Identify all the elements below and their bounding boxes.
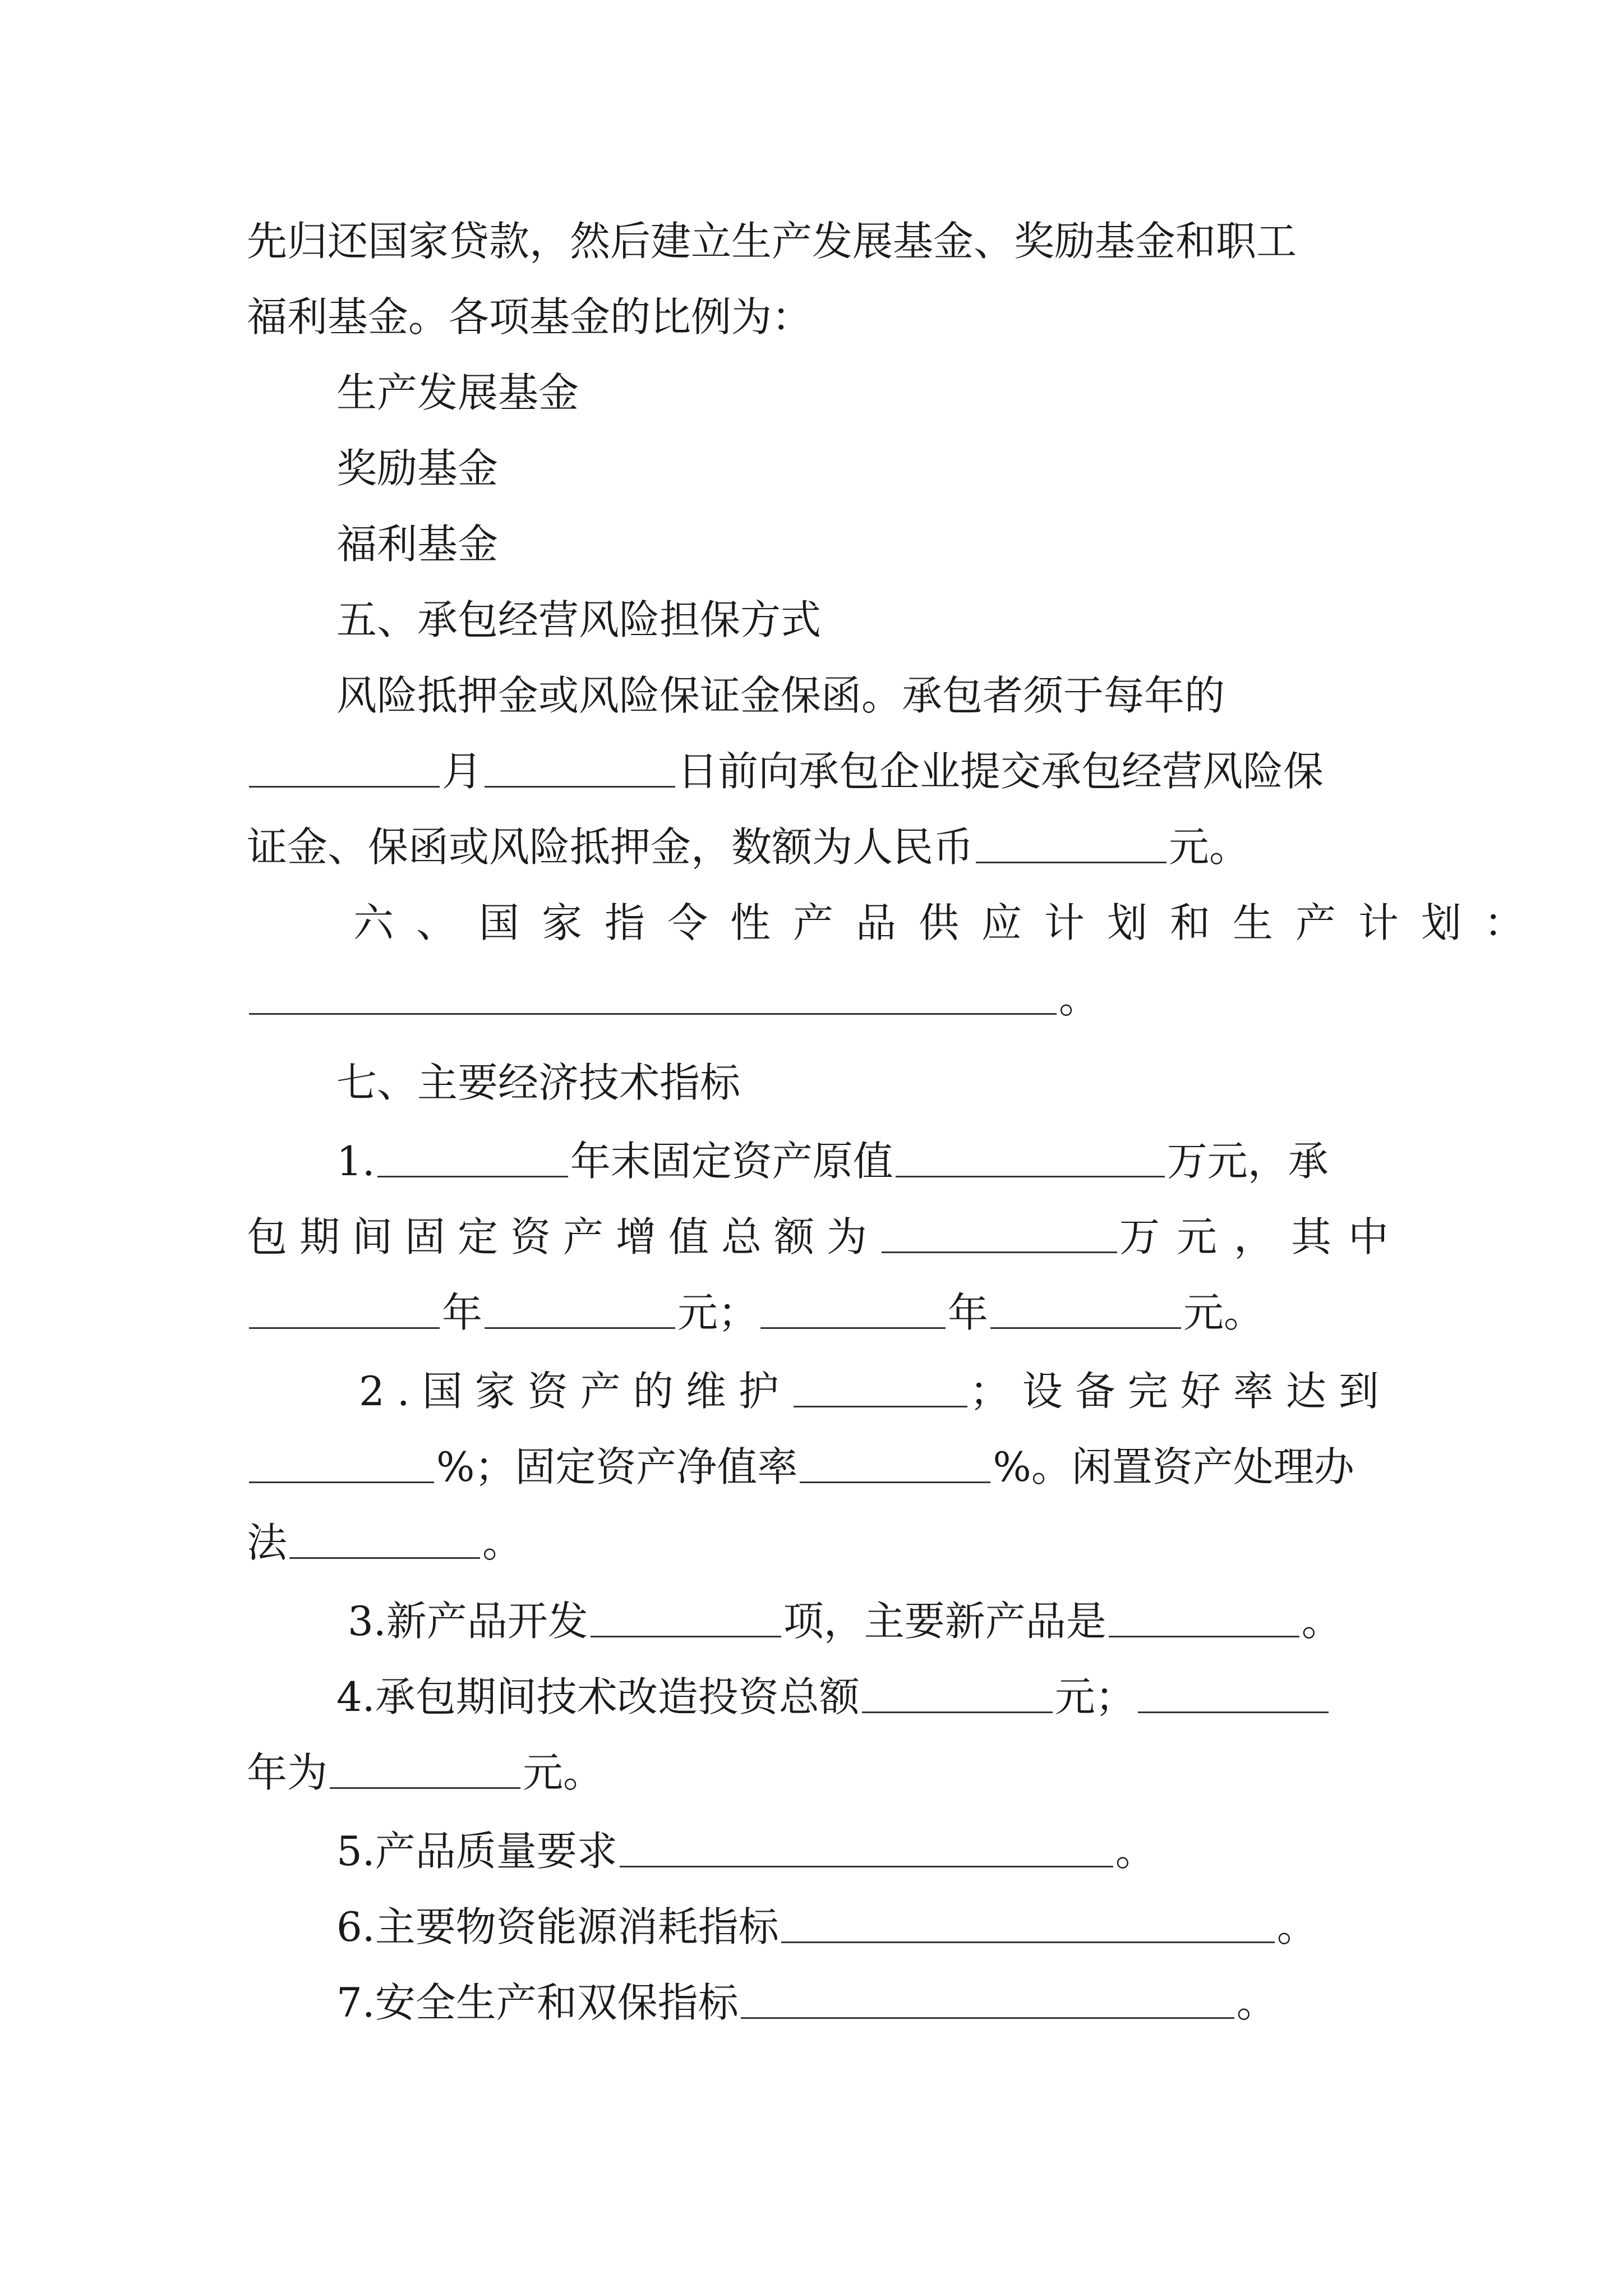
blank-field-new-product[interactable]: [1109, 1588, 1299, 1637]
text: 万元，其中: [1119, 1213, 1406, 1260]
text: 日前向承包企业提交承包经营风险保: [677, 748, 1324, 795]
blank-field-year-c[interactable]: [1138, 1663, 1329, 1713]
text: 2.国家资产的维护: [359, 1368, 791, 1415]
item-2-line-2: [247, 1433, 1354, 1501]
blank-field-amount-b[interactable]: [990, 1279, 1181, 1329]
text: 六、国家指令性产品供应计划和生产计划：: [353, 899, 1547, 946]
blank-field-investment[interactable]: [862, 1663, 1053, 1713]
blank-field-method[interactable]: [289, 1509, 480, 1559]
text: 6.主要物资能源消耗指标: [336, 1903, 779, 1950]
text: ；设备完好率达到: [969, 1368, 1391, 1415]
text: %。闲置资产处理办: [993, 1443, 1354, 1490]
text: 年: [442, 1289, 483, 1336]
text: 证金、保函或风险抵押金，数额为人民币: [247, 823, 974, 871]
blank-field-amount-c[interactable]: [330, 1739, 520, 1789]
text: 万元，承: [1166, 1138, 1329, 1185]
para-line-11: [247, 965, 1099, 1032]
text: 3.新产品开发: [348, 1598, 588, 1645]
blank-field-day[interactable]: [485, 738, 675, 788]
text: 月: [442, 748, 483, 795]
text: 。: [1115, 1828, 1156, 1875]
text: 。: [1059, 975, 1100, 1022]
blank-field-month[interactable]: [249, 738, 440, 788]
blank-field-original-value[interactable]: [896, 1128, 1165, 1177]
para-line-8: [247, 738, 1324, 805]
text: 五、承包经营风险担保方式: [336, 596, 822, 643]
fund-item-reward: [336, 435, 498, 502]
item-2-line-3: [247, 1509, 523, 1576]
blank-field-amount[interactable]: [976, 813, 1166, 863]
item-7: [336, 1969, 1277, 2036]
blank-field-safety[interactable]: [741, 1969, 1234, 2019]
item-4-line-1: [336, 1663, 1331, 1731]
item-3: [348, 1588, 1342, 1655]
blank-field-year[interactable]: [377, 1128, 568, 1177]
text: 元；: [1054, 1673, 1136, 1720]
text: 七、主要经济技术指标: [336, 1059, 741, 1106]
text: 年: [948, 1289, 989, 1336]
text: 7.安全生产和双保指标: [336, 1979, 739, 2026]
item-1-line-2: [247, 1203, 1405, 1271]
text: 元。: [1169, 823, 1250, 871]
text: 。: [1236, 1979, 1277, 2026]
text: 年末固定资产原值: [570, 1138, 893, 1185]
blank-field-increment[interactable]: [882, 1203, 1117, 1253]
blank-field-plan[interactable]: [249, 965, 1057, 1015]
item-2-line-1: [359, 1358, 1391, 1425]
text: 4.承包期间技术改造投资总额: [336, 1673, 860, 1720]
blank-field-count[interactable]: [591, 1588, 781, 1637]
para-line-9: [247, 813, 1249, 881]
section-heading-5: [336, 586, 821, 654]
fund-item-welfare: [336, 510, 498, 578]
text: 元；: [677, 1289, 759, 1336]
text: 风险抵押金或风险保证金保函。承包者须于每年的: [336, 672, 1225, 719]
para-line-7: [336, 662, 1384, 729]
text: 福利基金。各项基金的比例为：: [247, 293, 813, 341]
fund-item-production: [336, 359, 579, 426]
text: %；固定资产净值率: [436, 1443, 798, 1490]
blank-field-year-a[interactable]: [249, 1279, 440, 1329]
para-line-2: [247, 283, 812, 351]
text: 项，主要新产品是: [783, 1598, 1106, 1645]
text: 年为: [247, 1749, 328, 1796]
text: 5.产品质量要求: [336, 1828, 617, 1875]
text: 福利基金: [336, 521, 499, 568]
blank-field-maintenance[interactable]: [794, 1358, 967, 1407]
blank-field-quality[interactable]: [620, 1818, 1113, 1867]
text: 元。: [523, 1749, 604, 1796]
blank-field-consumption[interactable]: [781, 1893, 1275, 1943]
text: 。: [482, 1519, 523, 1566]
item-6: [336, 1893, 1317, 1961]
text: 。: [1301, 1598, 1342, 1645]
blank-field-year-b[interactable]: [760, 1279, 946, 1329]
blank-field-rate[interactable]: [249, 1433, 434, 1483]
blank-field-net-rate[interactable]: [800, 1433, 990, 1483]
item-1-line-1: [336, 1128, 1329, 1195]
item-1-line-3: [247, 1279, 1264, 1346]
text: 元。: [1183, 1289, 1265, 1336]
section-heading-7: [336, 1049, 740, 1116]
text: 包期间固定资产增值总额为: [247, 1213, 880, 1260]
text: 1.: [336, 1138, 375, 1185]
text: 。: [1276, 1903, 1317, 1950]
text: 生产发展基金: [336, 369, 579, 416]
text: 法: [247, 1519, 288, 1566]
text: 奖励基金: [336, 445, 499, 492]
section-heading-6: [353, 889, 1547, 956]
text: 先归还国家贷款，然后建立生产发展基金、奖励基金和职工: [247, 218, 1297, 265]
blank-field-amount-a[interactable]: [485, 1279, 675, 1329]
item-4-line-2: [247, 1739, 603, 1806]
para-line-1: [247, 208, 1384, 275]
item-5: [336, 1818, 1156, 1885]
